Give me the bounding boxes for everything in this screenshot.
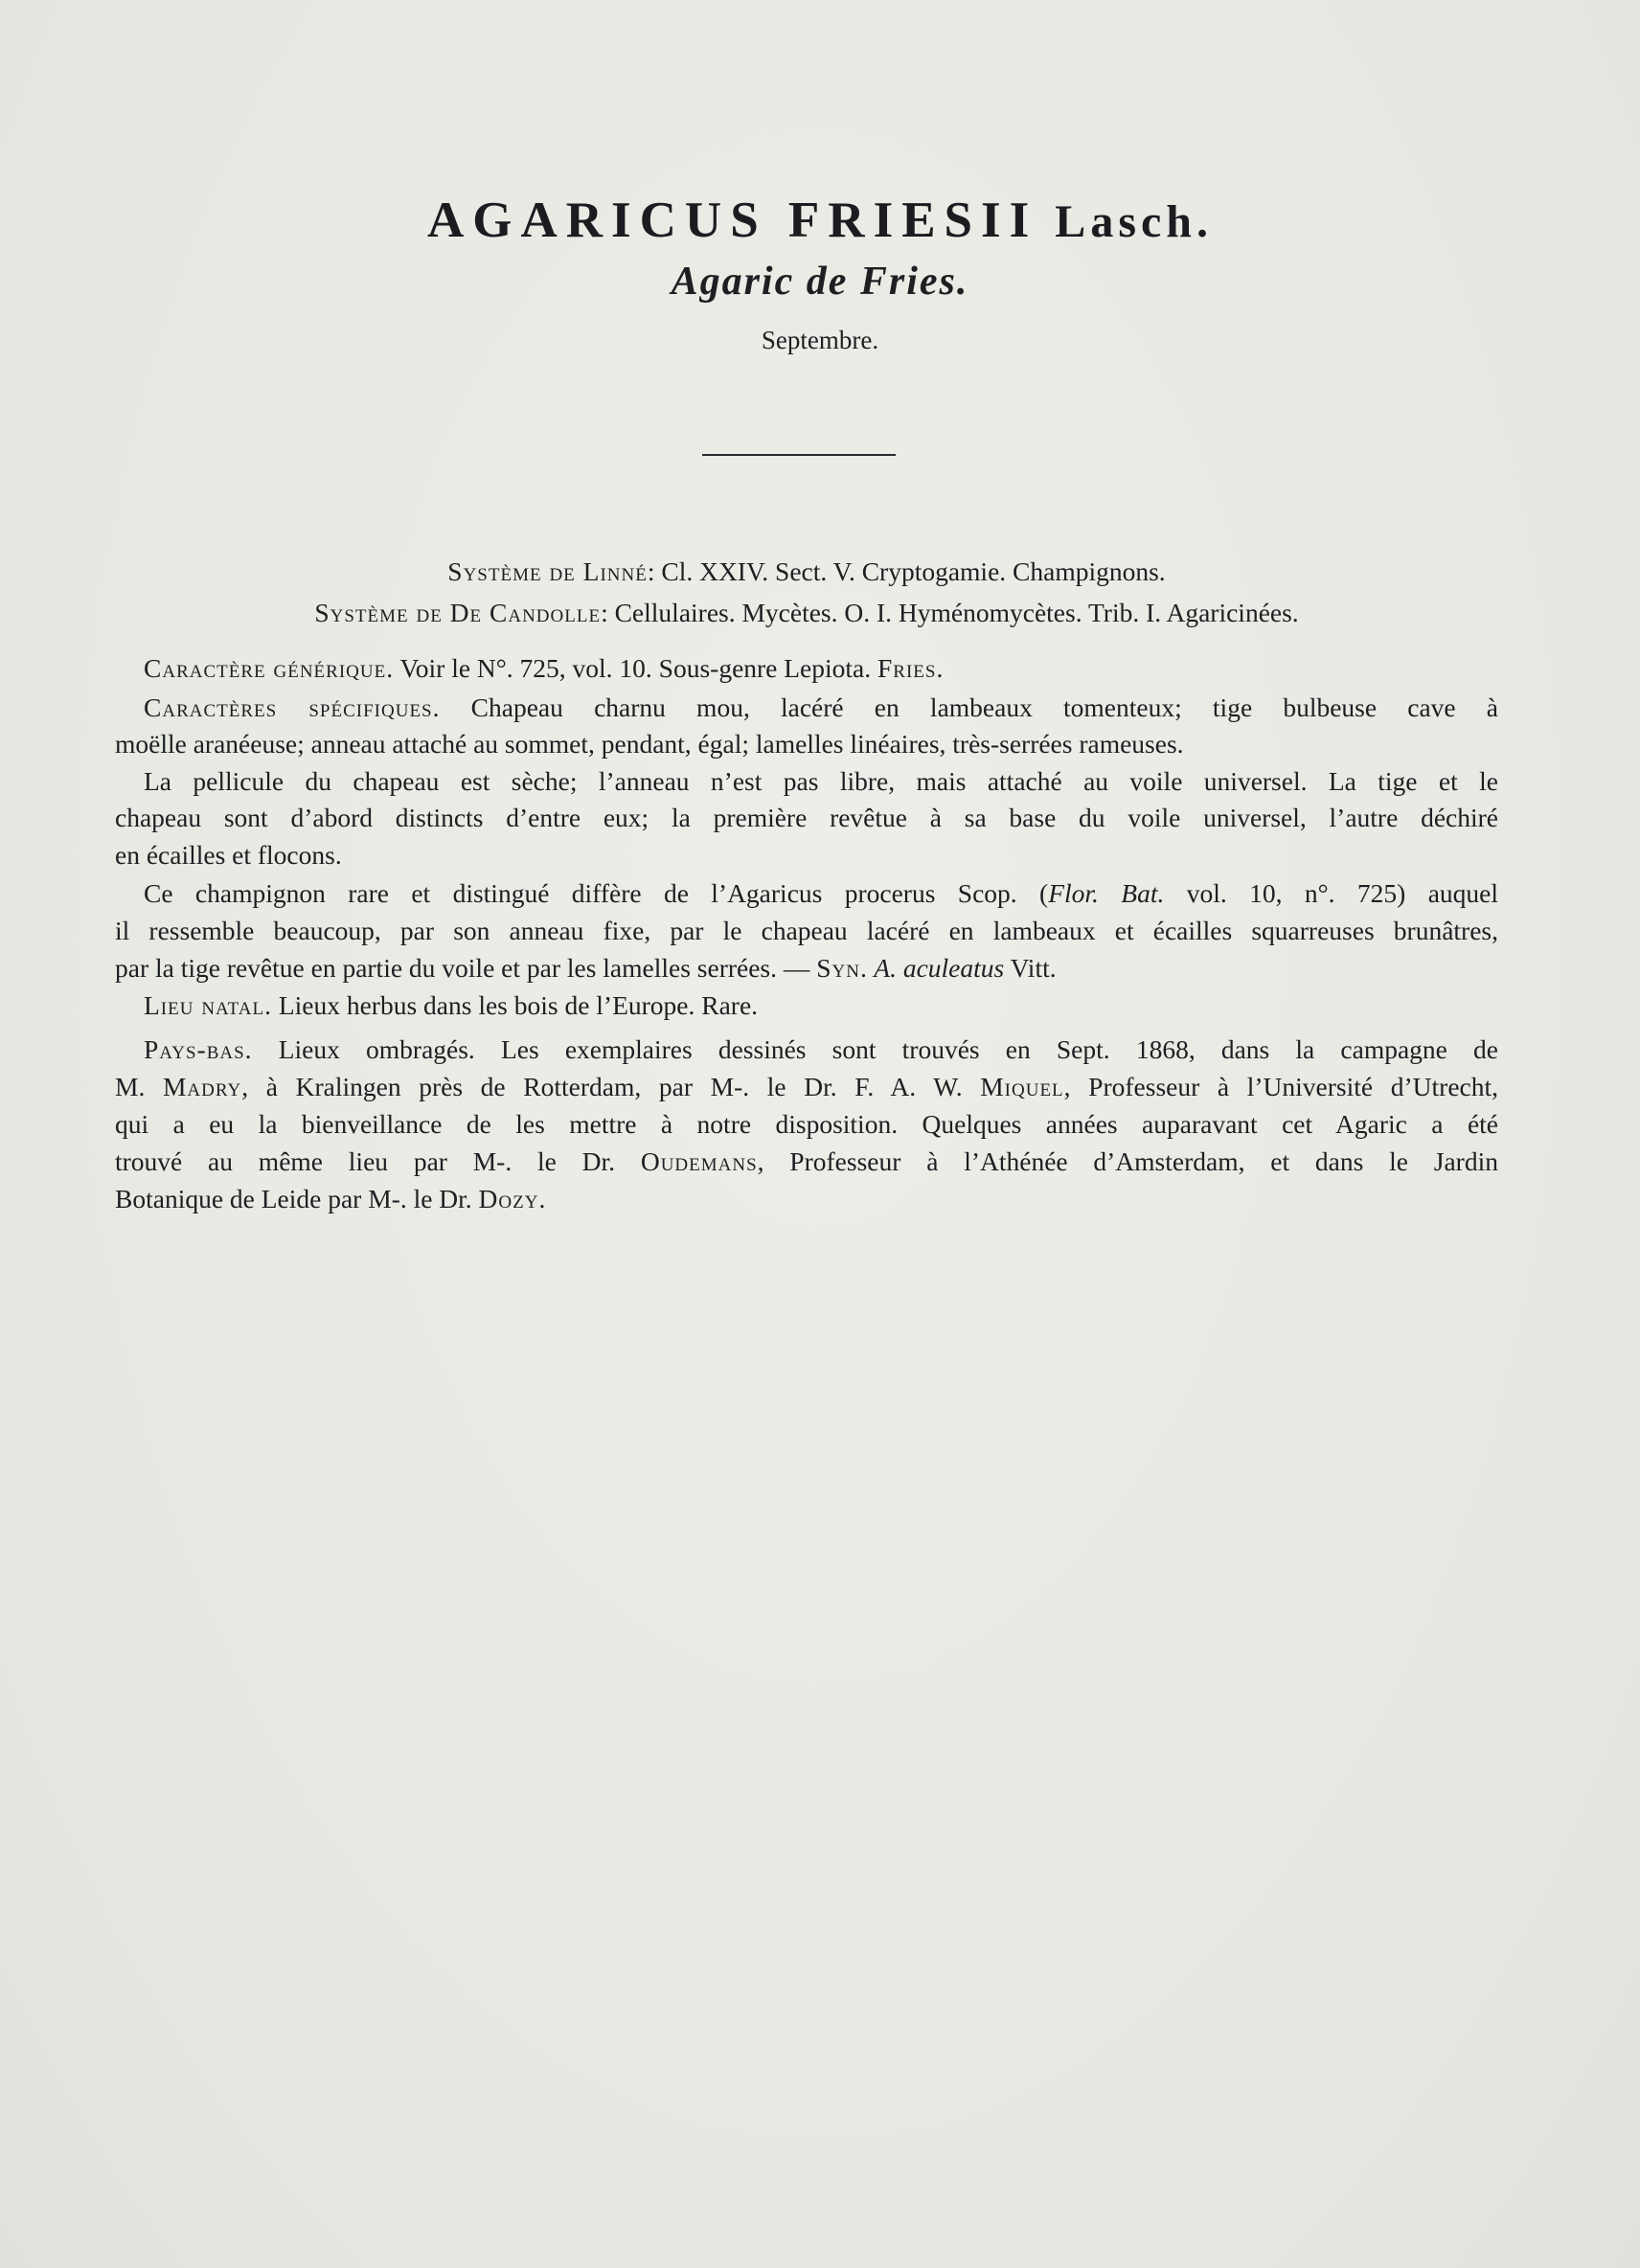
para2-text-3a: par la tige revêtue en partie du voile et par les lamelles serrées. — xyxy=(115,953,817,983)
para2-line-3 xyxy=(115,950,1498,987)
netherlands-line-1 xyxy=(144,1032,1498,1068)
para2-text-1a: Ce champignon rare et distingué diffère de l’Agaricus procerus Scop. ( xyxy=(144,878,1049,908)
habitat-line xyxy=(144,987,1527,1024)
species-title xyxy=(0,192,1640,249)
para2-line-2: il ressemble beaucoup, par son anneau fixe, par le chapeau lacéré en lambeaux et écailles squarreuses brunâtres, xyxy=(115,916,1498,945)
netherlands-label: Pays-bas. xyxy=(144,1034,253,1064)
para1-line-2: chapeau sont d’abord distincts d’entre eux; la première revêtue à sa base du voile universel, l’autre déchiré xyxy=(115,803,1498,832)
netherlands-text-5b: . xyxy=(538,1184,546,1213)
linne-label: Système de Linné xyxy=(447,556,648,586)
netherlands-line-5 xyxy=(115,1181,1498,1217)
specific-line-1 xyxy=(144,690,1498,726)
netherlands-line-4 xyxy=(115,1144,1498,1180)
specific-label: Caractères spécifiques. xyxy=(144,692,441,722)
flora-reference: Flor. Bat. xyxy=(1048,878,1165,908)
person-miquel: Miquel xyxy=(980,1072,1064,1101)
generic-label: Caractère générique. xyxy=(144,653,395,683)
synonym-label: Syn. xyxy=(816,953,868,983)
netherlands-text-4b: , Professeur à l’Athénée d’Amsterdam, et dans le Jardin xyxy=(757,1146,1498,1176)
para2-text-1b: vol. 10, n°. 725) auquel xyxy=(1164,878,1498,908)
generic-character-line xyxy=(144,650,1527,687)
para1-line-3: en écailles et flocons. xyxy=(115,840,342,870)
netherlands-line-3: qui a eu la bienveillance de les mettre à notre disposition. Quelques années auparavant cet Agaric a été xyxy=(115,1109,1498,1139)
candolle-system-line xyxy=(115,595,1498,631)
netherlands-text-2c: , Professeur à l’Université d’Utrecht, xyxy=(1063,1072,1498,1101)
netherlands-line-2 xyxy=(115,1069,1498,1105)
species-author: Lasch. xyxy=(1055,196,1213,247)
netherlands-text-1: Lieux ombragés. Les exemplaires dessinés sont trouvés en Sept. 1868, dans la campagne de xyxy=(252,1034,1498,1064)
netherlands-text-4a: trouvé au même lieu par M-. le Dr. xyxy=(115,1146,641,1176)
linne-system-line xyxy=(115,554,1498,590)
synonym-name: A. aculeatus xyxy=(867,953,1005,983)
habitat-text: Lieux herbus dans les bois de l’Europe. Rare. xyxy=(271,990,759,1020)
generic-authority: Fries. xyxy=(877,653,945,683)
person-dozy: Dozy xyxy=(478,1184,539,1213)
synonym-authority: Vitt. xyxy=(1004,953,1057,983)
specific-line-2: moëlle aranéeuse; anneau attaché au sommet, pendant, égal; lamelles linéaires, très-serrées rameuses. xyxy=(115,729,1184,759)
month-label: Septembre. xyxy=(761,326,879,354)
common-name: Agaric de Fries. xyxy=(671,260,969,304)
generic-text: Voir le N°. 725, vol. 10. Sous-genre Lepiota. xyxy=(394,653,878,683)
candolle-text: : Cellulaires. Mycètes. O. I. Hyménomycètes. Trib. I. Agaricinées. xyxy=(601,598,1299,627)
person-oudemans: Oudemans xyxy=(640,1146,758,1176)
candolle-label: Système de De Candolle xyxy=(314,598,602,627)
species-name: AGARICUS FRIESII xyxy=(426,193,1038,248)
para1-line-1: La pellicule du chapeau est sèche; l’anneau n’est pas libre, mais attaché au voile universel. La tige et le xyxy=(144,766,1498,796)
netherlands-text-2a: M. xyxy=(115,1072,163,1101)
linne-text: : Cl. XXIV. Sect. V. Cryptogamie. Champignons. xyxy=(647,556,1166,586)
habitat-label: Lieu natal. xyxy=(144,990,272,1020)
netherlands-text-5a: Botanique de Leide par M-. le Dr. xyxy=(115,1184,479,1213)
divider-rule xyxy=(702,454,896,456)
specific-text-1: Chapeau charnu mou, lacéré en lambeaux tomenteux; tige bulbeuse cave à xyxy=(440,692,1499,722)
person-madry: Madry xyxy=(162,1072,242,1101)
para2-line-1 xyxy=(144,875,1498,912)
netherlands-text-2b: , à Kralingen près de Rotterdam, par M-. le Dr. F. A. W. xyxy=(241,1072,981,1101)
